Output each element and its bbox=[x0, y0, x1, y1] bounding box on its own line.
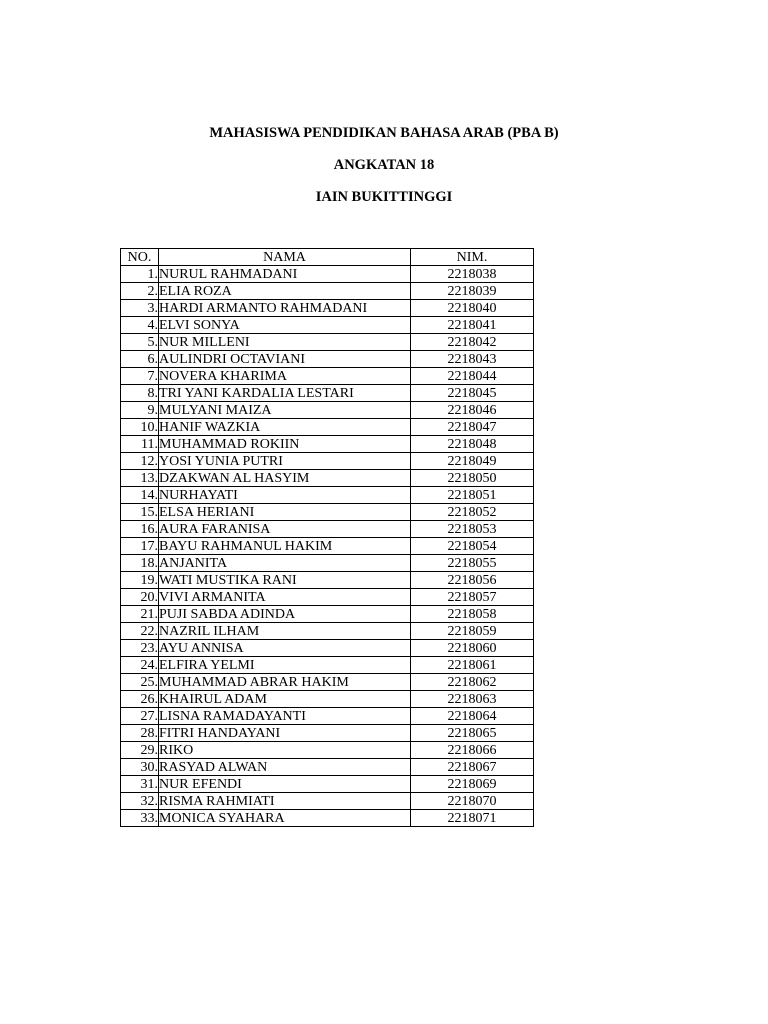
student-name-cell: VIVI ARMANITA bbox=[159, 589, 411, 606]
student-name-cell: NURHAYATI bbox=[159, 487, 411, 504]
table-row bbox=[121, 555, 534, 572]
row-number-cell: 15. bbox=[121, 504, 159, 521]
row-number-cell: 20. bbox=[121, 589, 159, 606]
row-number-cell: 33. bbox=[121, 810, 159, 827]
student-nim-cell: 2218048 bbox=[411, 436, 534, 453]
student-name-cell: ELFIRA YELMI bbox=[159, 657, 411, 674]
row-number-cell: 11. bbox=[121, 436, 159, 453]
student-nim-cell: 2218061 bbox=[411, 657, 534, 674]
table-row bbox=[121, 351, 534, 368]
student-nim-cell: 2218044 bbox=[411, 368, 534, 385]
table-row bbox=[121, 674, 534, 691]
student-name-cell: YOSI YUNIA PUTRI bbox=[159, 453, 411, 470]
student-nim-cell: 2218066 bbox=[411, 742, 534, 759]
column-header-nim: NIM. bbox=[411, 249, 534, 266]
student-nim-cell: 2218055 bbox=[411, 555, 534, 572]
table-row bbox=[121, 793, 534, 810]
row-number-cell: 8. bbox=[121, 385, 159, 402]
student-name-cell: NOVERA KHARIMA bbox=[159, 368, 411, 385]
student-nim-cell: 2218052 bbox=[411, 504, 534, 521]
table-row bbox=[121, 504, 534, 521]
student-name-cell: KHAIRUL ADAM bbox=[159, 691, 411, 708]
table-row bbox=[121, 776, 534, 793]
table-row bbox=[121, 334, 534, 351]
row-number-cell: 23. bbox=[121, 640, 159, 657]
column-header-no: NO. bbox=[121, 249, 159, 266]
table-row bbox=[121, 640, 534, 657]
student-name-cell: TRI YANI KARDALIA LESTARI bbox=[159, 385, 411, 402]
column-header-nama: NAMA bbox=[159, 249, 411, 266]
student-nim-cell: 2218049 bbox=[411, 453, 534, 470]
student-nim-cell: 2218053 bbox=[411, 521, 534, 538]
student-name-cell: LISNA RAMADAYANTI bbox=[159, 708, 411, 725]
student-nim-cell: 2218046 bbox=[411, 402, 534, 419]
student-name-cell: MUHAMMAD ABRAR HAKIM bbox=[159, 674, 411, 691]
student-nim-cell: 2218045 bbox=[411, 385, 534, 402]
table-header-row bbox=[121, 249, 534, 266]
table-row bbox=[121, 589, 534, 606]
table-row bbox=[121, 538, 534, 555]
student-nim-cell: 2218070 bbox=[411, 793, 534, 810]
row-number-cell: 19. bbox=[121, 572, 159, 589]
row-number-cell: 7. bbox=[121, 368, 159, 385]
row-number-cell: 24. bbox=[121, 657, 159, 674]
row-number-cell: 29. bbox=[121, 742, 159, 759]
table-row bbox=[121, 691, 534, 708]
table-row bbox=[121, 283, 534, 300]
student-nim-cell: 2218054 bbox=[411, 538, 534, 555]
table-row bbox=[121, 810, 534, 827]
student-name-cell: AURA FARANISA bbox=[159, 521, 411, 538]
row-number-cell: 3. bbox=[121, 300, 159, 317]
student-name-cell: FITRI HANDAYANI bbox=[159, 725, 411, 742]
table-row bbox=[121, 453, 534, 470]
table-row bbox=[121, 317, 534, 334]
student-name-cell: MONICA SYAHARA bbox=[159, 810, 411, 827]
table-row bbox=[121, 385, 534, 402]
row-number-cell: 26. bbox=[121, 691, 159, 708]
student-name-cell: ANJANITA bbox=[159, 555, 411, 572]
student-name-cell: NUR EFENDI bbox=[159, 776, 411, 793]
table-row bbox=[121, 266, 534, 283]
row-number-cell: 25. bbox=[121, 674, 159, 691]
student-name-cell: MULYANI MAIZA bbox=[159, 402, 411, 419]
student-name-cell: NAZRIL ILHAM bbox=[159, 623, 411, 640]
document-title: MAHASISWA PENDIDIKAN BAHASA ARAB (PBA B) bbox=[209, 125, 559, 141]
table-body bbox=[121, 266, 534, 827]
row-number-cell: 30. bbox=[121, 759, 159, 776]
student-nim-cell: 2218041 bbox=[411, 317, 534, 334]
row-number-cell: 27. bbox=[121, 708, 159, 725]
student-name-cell: NURUL RAHMADANI bbox=[159, 266, 411, 283]
student-nim-cell: 2218069 bbox=[411, 776, 534, 793]
row-number-cell: 31. bbox=[121, 776, 159, 793]
row-number-cell: 32. bbox=[121, 793, 159, 810]
row-number-cell: 1. bbox=[121, 266, 159, 283]
row-number-cell: 9. bbox=[121, 402, 159, 419]
table-row bbox=[121, 300, 534, 317]
student-name-cell: RIKO bbox=[159, 742, 411, 759]
row-number-cell: 18. bbox=[121, 555, 159, 572]
student-name-cell: AULINDRI OCTAVIANI bbox=[159, 351, 411, 368]
student-nim-cell: 2218050 bbox=[411, 470, 534, 487]
row-number-cell: 21. bbox=[121, 606, 159, 623]
student-name-cell: ELVI SONYA bbox=[159, 317, 411, 334]
student-nim-cell: 2218064 bbox=[411, 708, 534, 725]
student-name-cell: RISMA RAHMIATI bbox=[159, 793, 411, 810]
table-row bbox=[121, 572, 534, 589]
student-nim-cell: 2218043 bbox=[411, 351, 534, 368]
student-nim-cell: 2218062 bbox=[411, 674, 534, 691]
student-name-cell: HANIF WAZKIA bbox=[159, 419, 411, 436]
student-nim-cell: 2218071 bbox=[411, 810, 534, 827]
table-row bbox=[121, 402, 534, 419]
student-nim-cell: 2218057 bbox=[411, 589, 534, 606]
student-nim-cell: 2218038 bbox=[411, 266, 534, 283]
table-row bbox=[121, 368, 534, 385]
student-name-cell: MUHAMMAD ROKIIN bbox=[159, 436, 411, 453]
row-number-cell: 4. bbox=[121, 317, 159, 334]
table-row bbox=[121, 436, 534, 453]
table-row bbox=[121, 470, 534, 487]
student-name-cell: WATI MUSTIKA RANI bbox=[159, 572, 411, 589]
student-nim-cell: 2218056 bbox=[411, 572, 534, 589]
document-subtitle-angkatan: ANGKATAN 18 bbox=[333, 157, 435, 173]
table-row bbox=[121, 419, 534, 436]
student-nim-cell: 2218065 bbox=[411, 725, 534, 742]
student-name-cell: NUR MILLENI bbox=[159, 334, 411, 351]
table-row bbox=[121, 742, 534, 759]
student-name-cell: ELSA HERIANI bbox=[159, 504, 411, 521]
student-roster-table bbox=[120, 248, 534, 827]
row-number-cell: 17. bbox=[121, 538, 159, 555]
table-row bbox=[121, 623, 534, 640]
row-number-cell: 28. bbox=[121, 725, 159, 742]
table-row bbox=[121, 759, 534, 776]
student-nim-cell: 2218067 bbox=[411, 759, 534, 776]
student-nim-cell: 2218042 bbox=[411, 334, 534, 351]
student-name-cell: ELIA ROZA bbox=[159, 283, 411, 300]
table-row bbox=[121, 487, 534, 504]
document-subtitle-institution: IAIN BUKITTINGGI bbox=[315, 189, 453, 205]
student-nim-cell: 2218059 bbox=[411, 623, 534, 640]
student-nim-cell: 2218063 bbox=[411, 691, 534, 708]
row-number-cell: 14. bbox=[121, 487, 159, 504]
row-number-cell: 12. bbox=[121, 453, 159, 470]
row-number-cell: 22. bbox=[121, 623, 159, 640]
student-nim-cell: 2218047 bbox=[411, 419, 534, 436]
student-nim-cell: 2218060 bbox=[411, 640, 534, 657]
student-name-cell: DZAKWAN AL HASYIM bbox=[159, 470, 411, 487]
table-row bbox=[121, 521, 534, 538]
student-nim-cell: 2218040 bbox=[411, 300, 534, 317]
row-number-cell: 13. bbox=[121, 470, 159, 487]
student-nim-cell: 2218058 bbox=[411, 606, 534, 623]
table-row bbox=[121, 708, 534, 725]
row-number-cell: 5. bbox=[121, 334, 159, 351]
student-nim-cell: 2218039 bbox=[411, 283, 534, 300]
row-number-cell: 2. bbox=[121, 283, 159, 300]
student-name-cell: HARDI ARMANTO RAHMADANI bbox=[159, 300, 411, 317]
table-row bbox=[121, 606, 534, 623]
student-name-cell: RASYAD ALWAN bbox=[159, 759, 411, 776]
student-nim-cell: 2218051 bbox=[411, 487, 534, 504]
table-row bbox=[121, 657, 534, 674]
table-row bbox=[121, 725, 534, 742]
student-name-cell: BAYU RAHMANUL HAKIM bbox=[159, 538, 411, 555]
student-name-cell: PUJI SABDA ADINDA bbox=[159, 606, 411, 623]
student-name-cell: AYU ANNISA bbox=[159, 640, 411, 657]
row-number-cell: 10. bbox=[121, 419, 159, 436]
row-number-cell: 16. bbox=[121, 521, 159, 538]
row-number-cell: 6. bbox=[121, 351, 159, 368]
